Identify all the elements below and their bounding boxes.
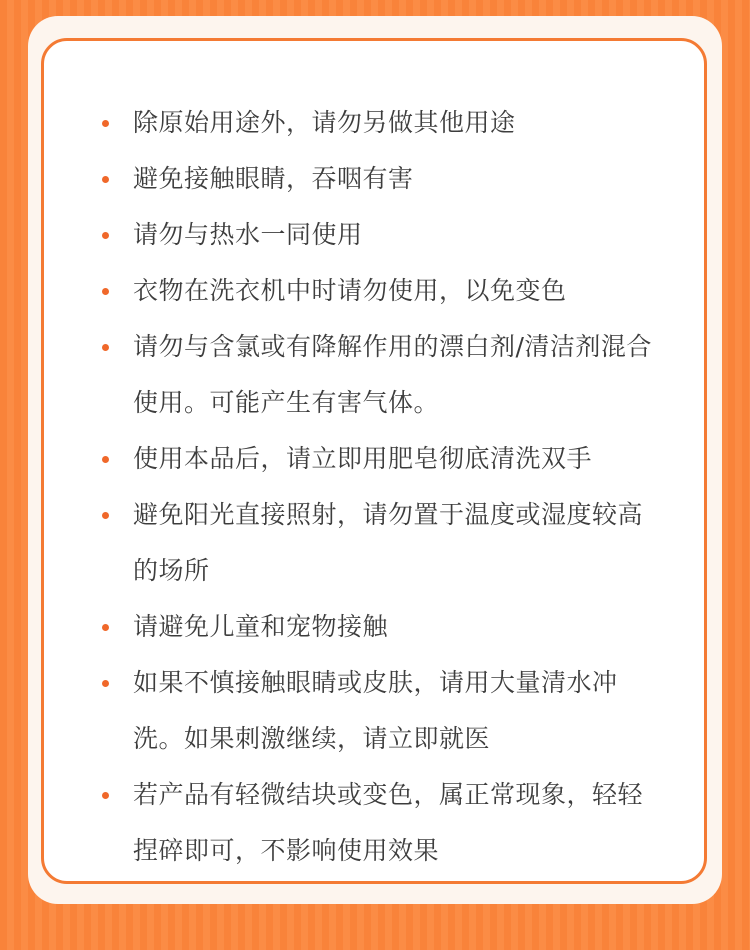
bullet-dot-icon [102, 120, 109, 127]
list-item [102, 431, 662, 487]
list-item-text: 如果不慎接触眼睛或皮肤，请用大量清水冲洗。如果刺激继续，请立即就医 [133, 668, 618, 753]
list-item-text: 请勿与热水一同使用 [133, 220, 363, 249]
notice-panel [41, 38, 707, 884]
list-item-text: 请勿与含氯或有降解作用的漂白剂/清洁剂混合使用。可能产生有害气体。 [133, 332, 652, 417]
list-item [102, 655, 662, 767]
list-item [102, 207, 662, 263]
list-item [102, 599, 662, 655]
bullet-dot-icon [102, 792, 109, 799]
bullet-dot-icon [102, 288, 109, 295]
list-item [102, 319, 662, 431]
list-item [102, 767, 662, 879]
list-item-text: 使用本品后，请立即用肥皂彻底清洗双手 [133, 444, 593, 473]
list-item [102, 487, 662, 599]
bullet-dot-icon [102, 512, 109, 519]
notice-card [28, 16, 722, 904]
list-item-text: 避免阳光直接照射，请勿置于温度或湿度较高的场所 [133, 500, 644, 585]
bullet-dot-icon [102, 624, 109, 631]
list-item [102, 151, 662, 207]
precautions-list [102, 95, 662, 879]
bullet-dot-icon [102, 344, 109, 351]
list-item-text: 若产品有轻微结块或变色，属正常现象，轻轻捏碎即可，不影响使用效果 [133, 780, 644, 865]
bullet-dot-icon [102, 232, 109, 239]
bullet-dot-icon [102, 176, 109, 183]
list-item-text: 避免接触眼睛，吞咽有害 [133, 164, 414, 193]
list-item [102, 263, 662, 319]
list-item-text: 衣物在洗衣机中时请勿使用，以免变色 [133, 276, 567, 305]
list-item-text: 请避免儿童和宠物接触 [133, 612, 389, 641]
list-item-text: 除原始用途外，请勿另做其他用途 [133, 108, 516, 137]
bullet-dot-icon [102, 456, 109, 463]
bullet-dot-icon [102, 680, 109, 687]
list-item [102, 95, 662, 151]
